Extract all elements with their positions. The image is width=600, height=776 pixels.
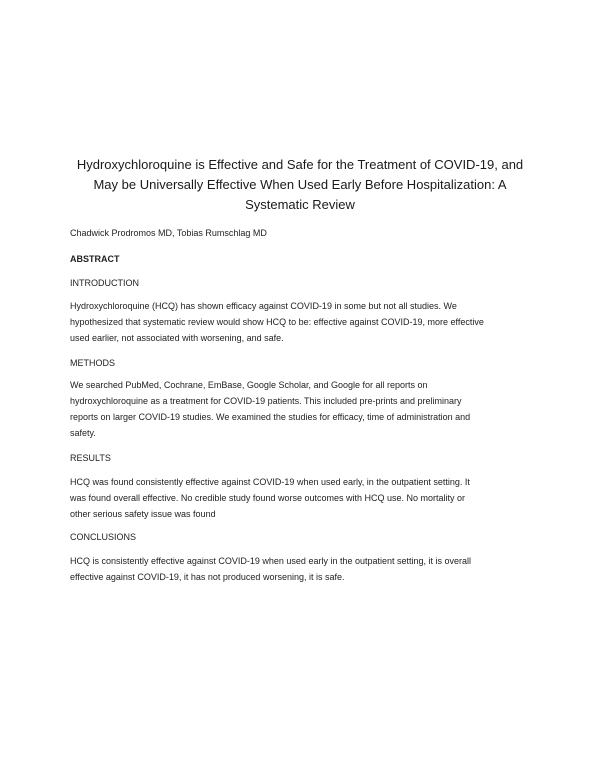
abstract-heading: ABSTRACT	[70, 254, 120, 264]
paragraph-line: hypothesized that systematic review would show HCQ to be: effective against COVID-19, more effective	[70, 317, 484, 327]
paper-title	[70, 155, 530, 215]
introduction-heading: INTRODUCTION	[70, 278, 139, 288]
paragraph-line: reports on larger COVID-19 studies. We examined the studies for efficacy, time of administration and	[70, 412, 471, 422]
paragraph-line: hydroxychloroquine as a treatment for COVID-19 patients. This included pre-prints and preliminary	[70, 396, 462, 406]
results-heading: RESULTS	[70, 453, 111, 463]
methods-paragraph	[70, 377, 540, 441]
conclusions-paragraph	[70, 553, 540, 585]
conclusions-heading: CONCLUSIONS	[70, 532, 137, 542]
introduction-paragraph	[70, 298, 540, 346]
paragraph-line: Hydroxychloroquine (HCQ) has shown efficacy against COVID-19 in some but not all studies. We	[70, 301, 457, 311]
paragraph-line: HCQ was found consistently effective against COVID-19 when used early, in the outpatient setting. It	[70, 477, 470, 487]
title-line: Hydroxychloroquine is Effective and Safe for the Treatment of COVID-19, and	[76, 157, 524, 172]
author-list: Chadwick Prodromos MD, Tobias Rumschlag MD	[70, 228, 267, 238]
paragraph-line: effective against COVID-19, it has not produced worsening, it is safe.	[70, 572, 345, 582]
paragraph-line: used earlier, not associated with worsening, and safe.	[70, 333, 284, 343]
title-line: May be Universally Effective When Used Early Before Hospitalization: A	[93, 177, 507, 192]
results-paragraph	[70, 474, 540, 522]
methods-heading: METHODS	[70, 358, 115, 368]
paragraph-line: was found overall effective. No credible study found worse outcomes with HCQ use. No mortality or	[70, 493, 466, 503]
paragraph-line: We searched PubMed, Cochrane, EmBase, Google Scholar, and Google for all reports on	[70, 380, 428, 390]
paragraph-line: safety.	[70, 428, 96, 438]
title-line: Systematic Review	[245, 197, 355, 212]
paragraph-line: other serious safety issue was found	[70, 509, 216, 519]
paragraph-line: HCQ is consistently effective against COVID-19 when used early in the outpatient setting, it is overall	[70, 556, 472, 566]
